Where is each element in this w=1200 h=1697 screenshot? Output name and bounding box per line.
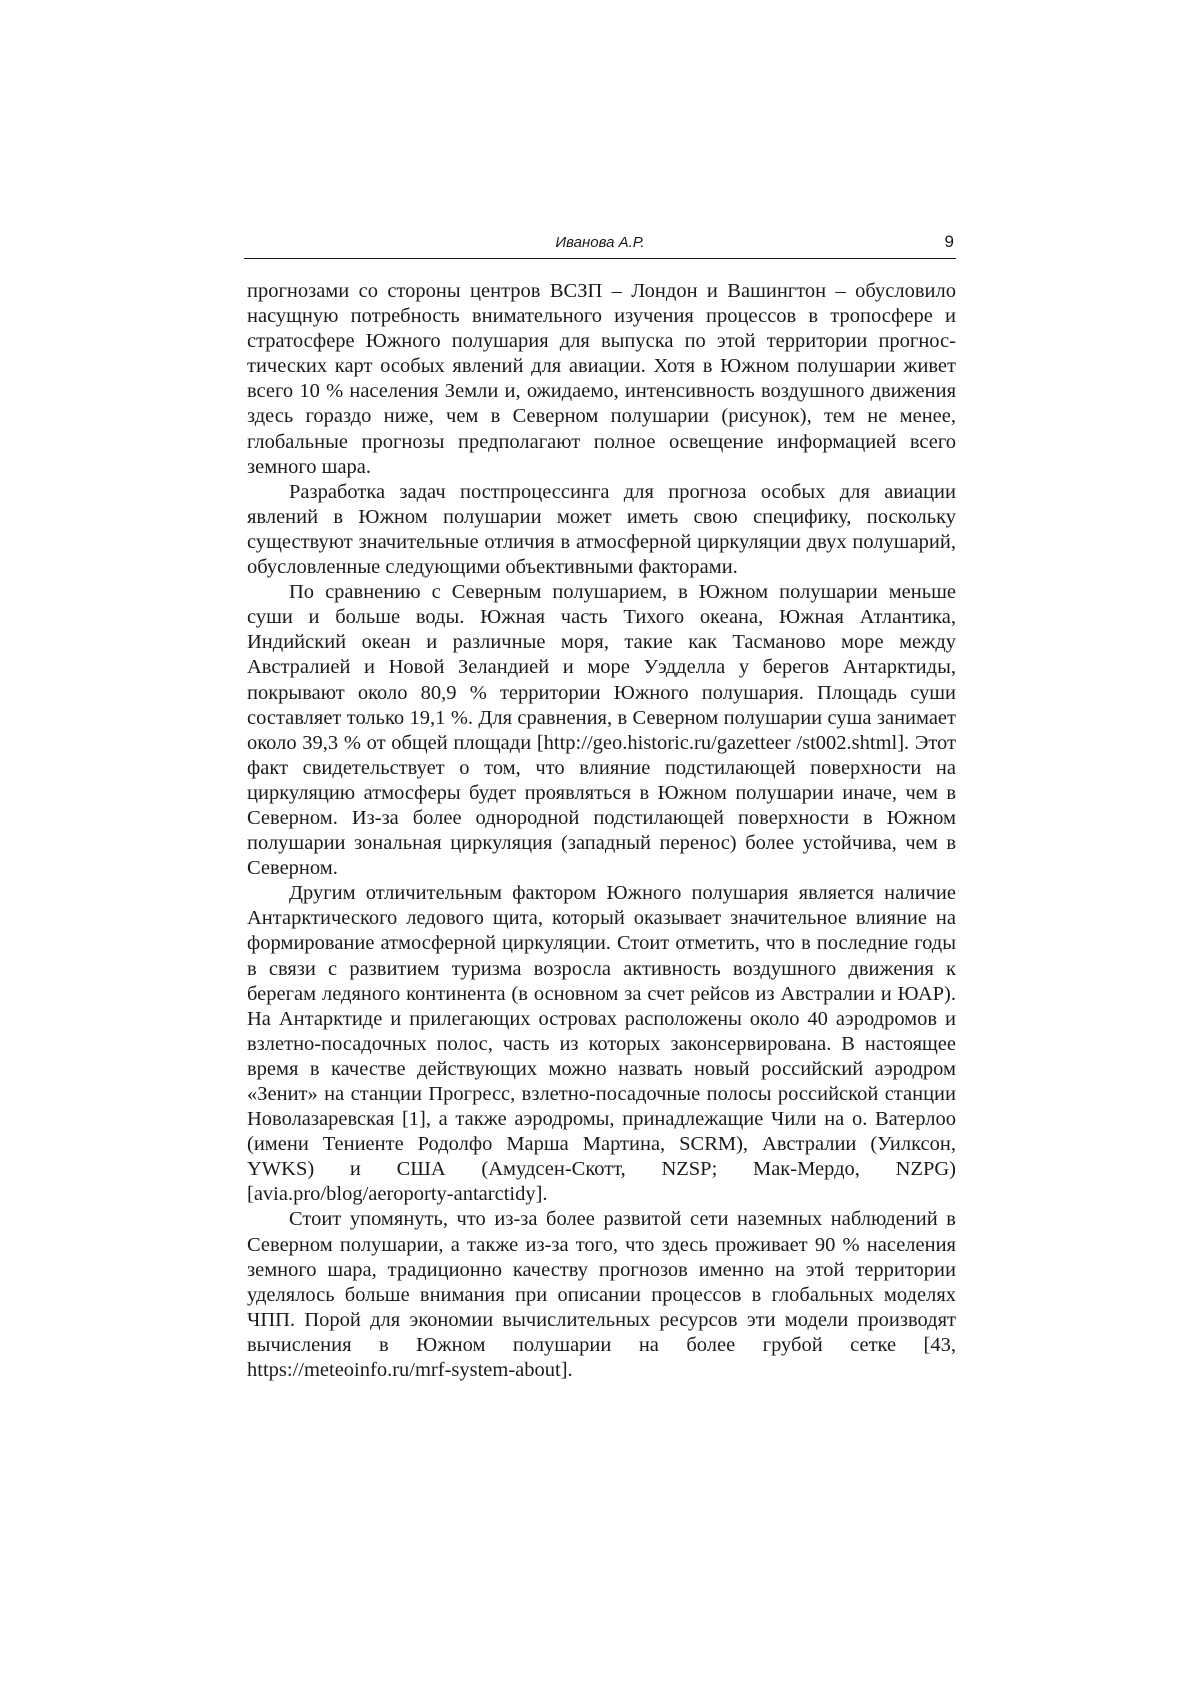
page-number: 9 xyxy=(944,232,954,251)
paragraph: Стоит упомянуть, что из-за более развитой сети наземных наблюдений в Северном полушарии, а также из-за того, что здесь проживает 90 % населения земного шара, традиционно качеству прогнозов именно на этой территории уделялось больше внимания при описании процессов в глобальных моделях ЧПП. Порой для экономии вычислительных ресурсов эти модели производят вычисления в Южном полушарии на более грубой сетке [43, https://meteoinfo.ru/mrf-system-about]. xyxy=(247,1208,956,1382)
paragraph: Другим отличительным фактором Южного полушария является наличие Антарктического ледового щита, который оказывает значительное влияние на формирование атмосферной циркуляции. Стоит отметить, что в последние годы в связи с развитием туризма возросла активность воздушного движения к берегам ледяного континента (в основном за счет рейсов из Австралии и ЮАР). На Антарктиде и прилегающих островах расположены около 40 аэродромов и взлетно-посадочных полос, часть из которых законсервирована. В настоящее время в качестве действующих можно назвать новый российский аэродром «Зенит» на станции Прогресс, взлетно-посадочные полосы российской станции Новолазаревская [1], а также аэродромы, принадлежащие Чили на о. Ватерлоо (имени Тениенте Родолфо Марша Мартина, SCRM), Австралии (Уилксон, YWKS) и США (Амудсен-Скотт, NZSP; Мак-Мердо, NZPG) [avia.pro/blog/aeroporty-antarctidy]. xyxy=(247,882,956,1206)
body-text xyxy=(247,279,956,1383)
header-author: Иванова А.Р. xyxy=(555,234,645,251)
paragraph: Разработка задач постпроцессинга для прогноза особых для авиации явлений в Южном полушарии может иметь свою специфику, поскольку существуют значительные отличия в атмосферной циркуляции двух полушарий, обусловленные следующими объективными факторами. xyxy=(247,480,956,579)
paragraph: прогнозами со стороны центров ВСЗП – Лондон и Вашингтон – обусловило насущную потребность внимательного изучения процессов в тропосфере и стратосфере Южного полушария для выпуска по этой территории прогностических карт особых явлений для авиации. Хотя в Южном полушарии живет всего 10 % населения Земли и, ожидаемо, интенсивность воздушного движения здесь гораздо ниже, чем в Северном полушарии (рисунок), тем не менее, глобальные прогнозы предполагают полное освещение информацией всего земного шара. xyxy=(247,280,956,478)
running-header xyxy=(244,232,956,259)
paragraph: По сравнению с Северным полушарием, в Южном полушарии меньше суши и больше воды. Южная часть Тихого океана, Южная Атлантика, Индийский океан и различные моря, такие как Тасманово море между Австралией и Новой Зеландией и море Уэдделла у берегов Антарктиды, покрывают около 80,9 % территории Южного полушария. Площадь суши составляет только 19,1 %. Для сравнения, в Северном полушарии суша занимает около 39,3 % от общей площади [http://geo.historic.ru/gazetteer /st002.shtml]. Этот факт свидетельствует о том, что влияние подстилающей поверхности на циркуляцию атмосферы будет проявляться в Южном полушарии иначе, чем в Северном. Из-за более однородной подстилающей поверхности в Южном полушарии зональная циркуляция (западный перенос) более устойчива, чем в Северном. xyxy=(247,581,956,880)
